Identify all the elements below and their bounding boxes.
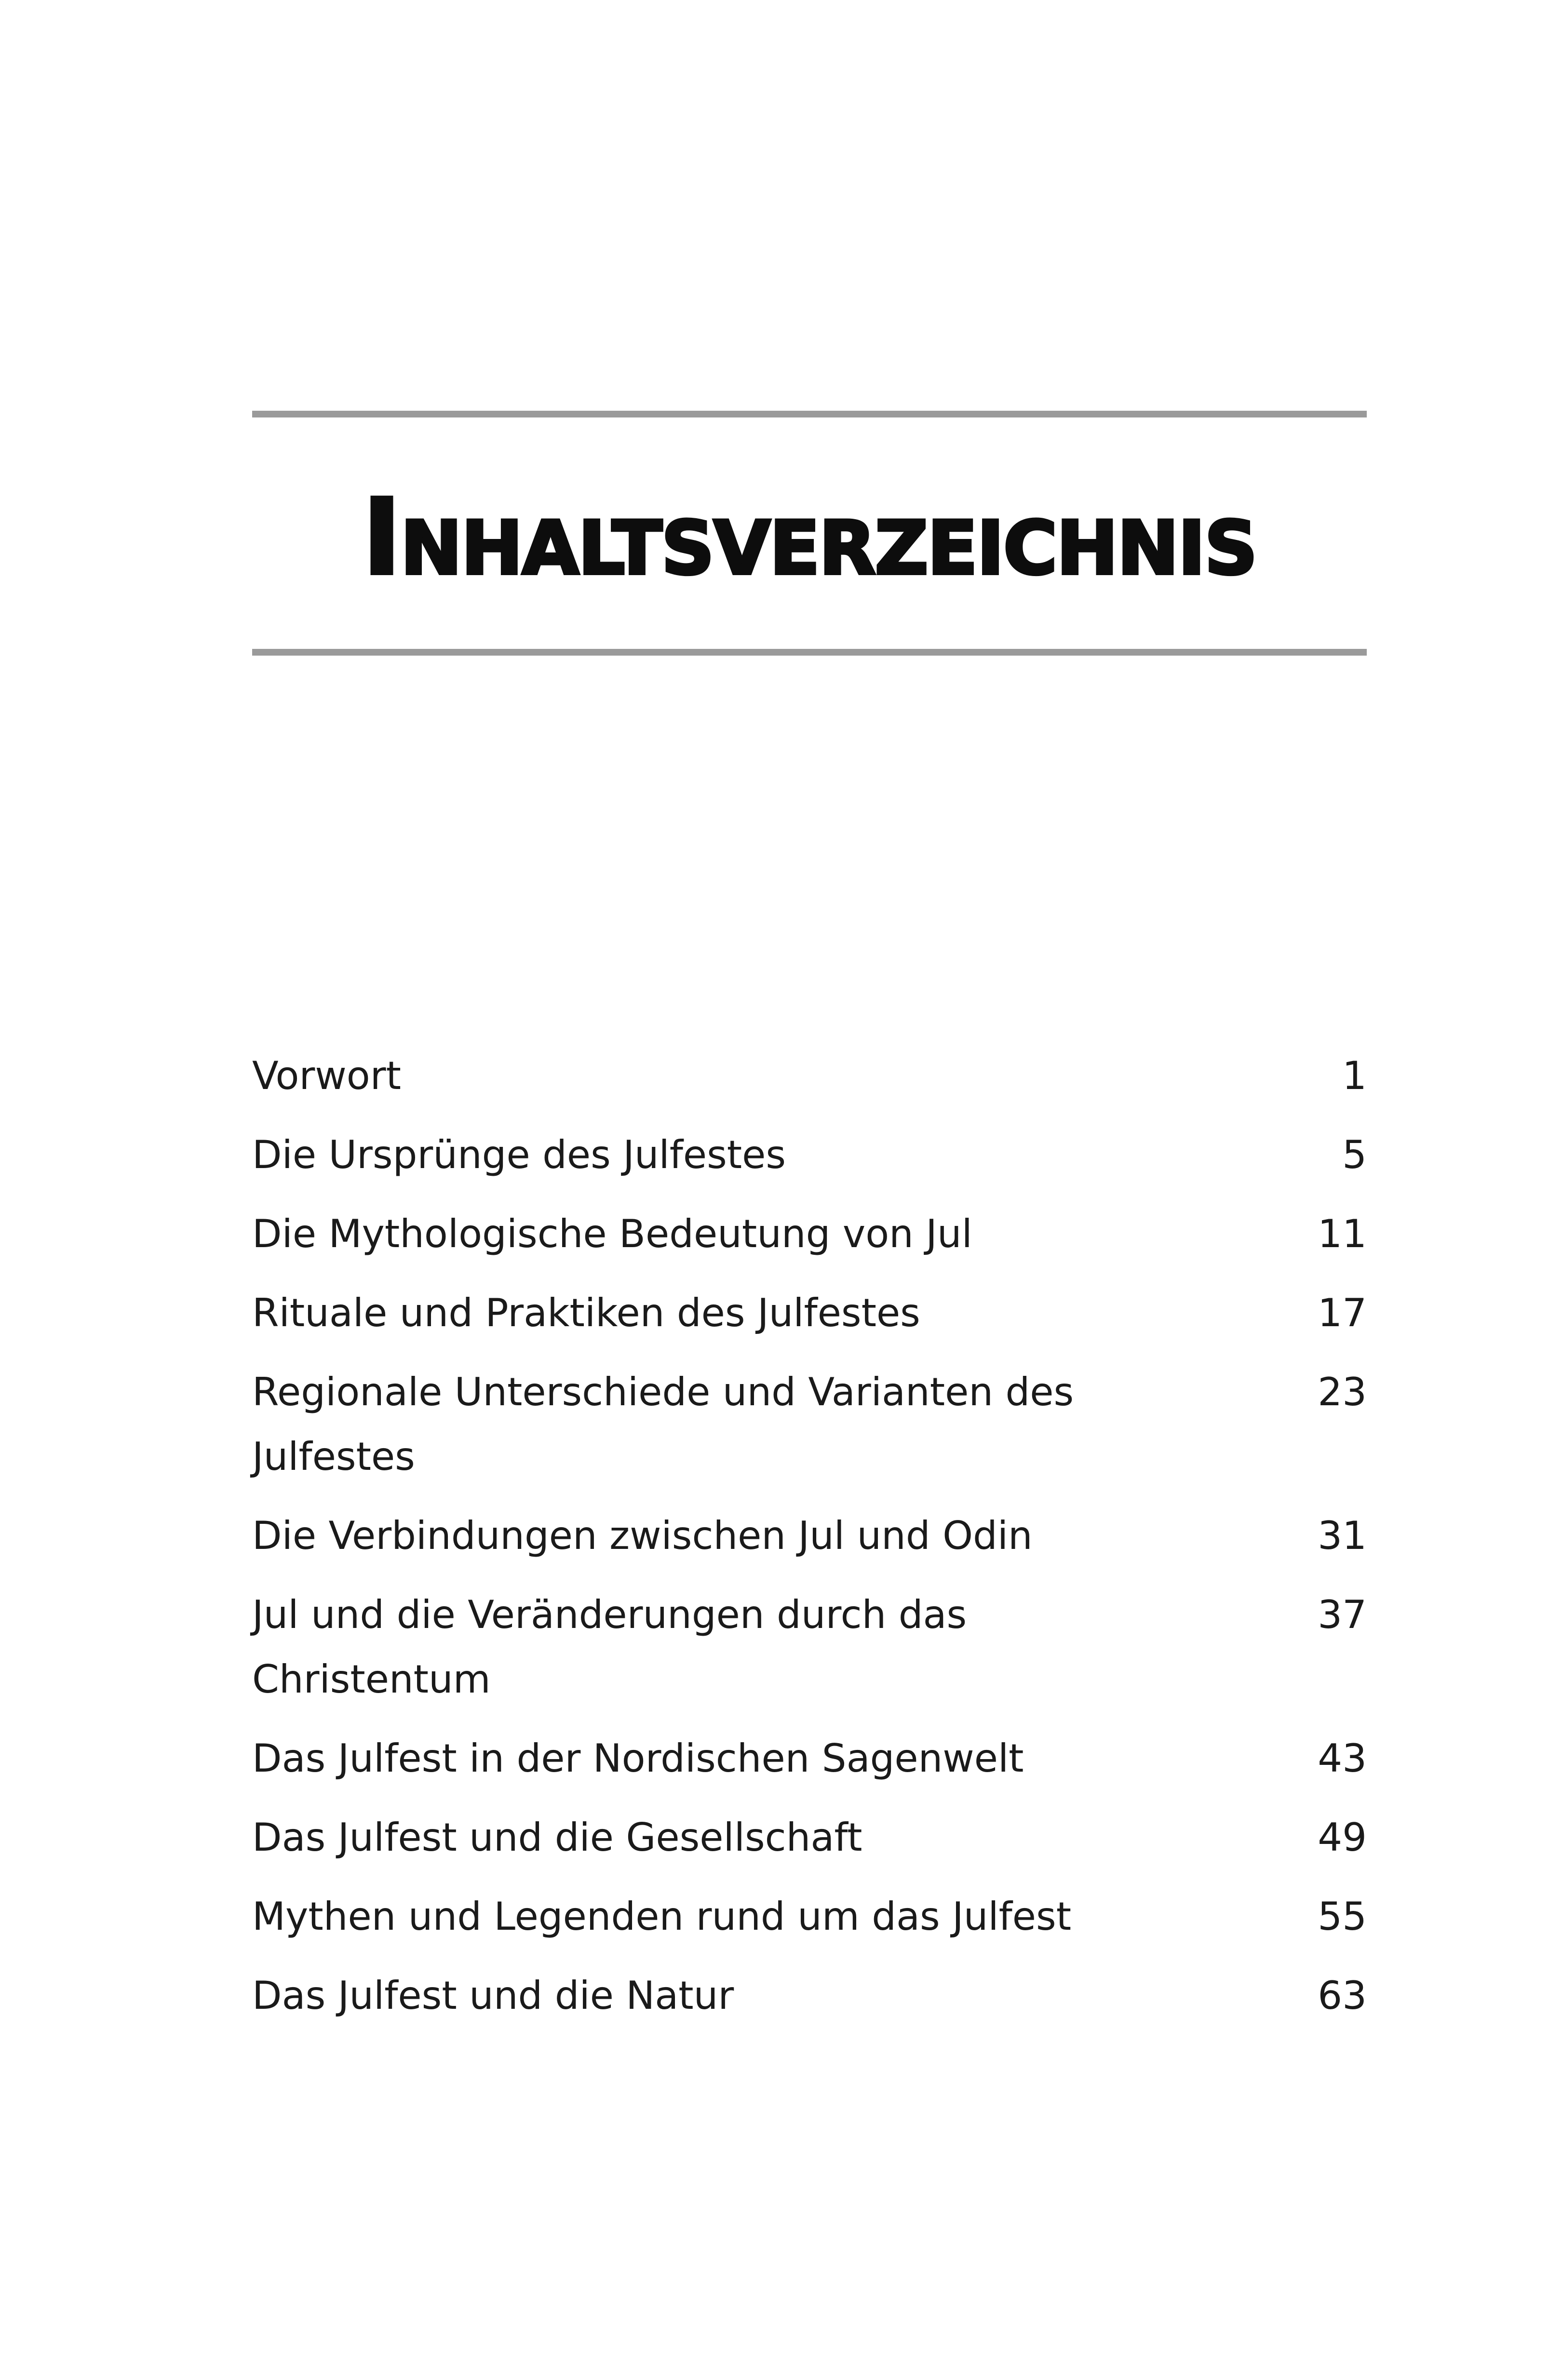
- title-rule-top: [252, 411, 1367, 417]
- table-of-contents: [252, 1044, 1367, 2043]
- toc-entry[interactable]: [252, 1202, 1367, 1266]
- toc-entry-title: Rituale und Praktiken des Julfestes: [252, 1291, 920, 1335]
- toc-entry-page: 55: [1318, 1894, 1367, 1939]
- toc-entry[interactable]: [252, 1504, 1367, 1568]
- toc-entry-title: Die Ursprünge des Julfestes: [252, 1132, 786, 1177]
- toc-entry-page: 23: [1318, 1370, 1367, 1414]
- toc-entry-page: 1: [1342, 1053, 1367, 1098]
- toc-entry-page: 31: [1318, 1513, 1367, 1558]
- toc-entry[interactable]: [252, 1044, 1367, 1108]
- toc-entry[interactable]: [252, 1726, 1367, 1791]
- toc-entry[interactable]: [252, 1884, 1367, 1949]
- toc-entry-page: 11: [1318, 1211, 1367, 1256]
- toc-entry[interactable]: [252, 1123, 1367, 1187]
- title-rule-bottom: [252, 649, 1367, 656]
- toc-entry-title: Das Julfest und die Gesellschaft: [252, 1815, 862, 1860]
- toc-entry-page: 49: [1318, 1815, 1367, 1860]
- toc-entry-title: Das Julfest und die Natur: [252, 1973, 734, 2018]
- page-title: Inhaltsverzeichnis: [362, 476, 1257, 599]
- toc-entry-title: Regionale Unterschiede und Varianten des Julfestes: [252, 1370, 1074, 1479]
- toc-entry-page: 17: [1318, 1291, 1367, 1335]
- toc-entry-title: Die Verbindungen zwischen Jul und Odin: [252, 1513, 1033, 1558]
- toc-entry-page: 37: [1318, 1592, 1367, 1637]
- toc-entry[interactable]: [252, 1583, 1367, 1712]
- toc-entry-title: Jul und die Veränderungen durch das Christentum: [252, 1592, 967, 1702]
- toc-entry-title: Das Julfest in der Nordischen Sagenwelt: [252, 1736, 1024, 1781]
- toc-entry-title: Vorwort: [252, 1053, 401, 1098]
- toc-entry-title: Mythen und Legenden rund um das Julfest: [252, 1894, 1072, 1939]
- toc-entry[interactable]: [252, 1281, 1367, 1345]
- toc-entry-page: 43: [1318, 1736, 1367, 1781]
- toc-entry-page: 5: [1342, 1132, 1367, 1177]
- toc-entry[interactable]: [252, 1963, 1367, 2028]
- toc-entry[interactable]: [252, 1805, 1367, 1870]
- toc-entry[interactable]: [252, 1360, 1367, 1489]
- toc-entry-title: Die Mythologische Bedeutung von Jul: [252, 1211, 972, 1256]
- toc-entry-page: 63: [1318, 1973, 1367, 2018]
